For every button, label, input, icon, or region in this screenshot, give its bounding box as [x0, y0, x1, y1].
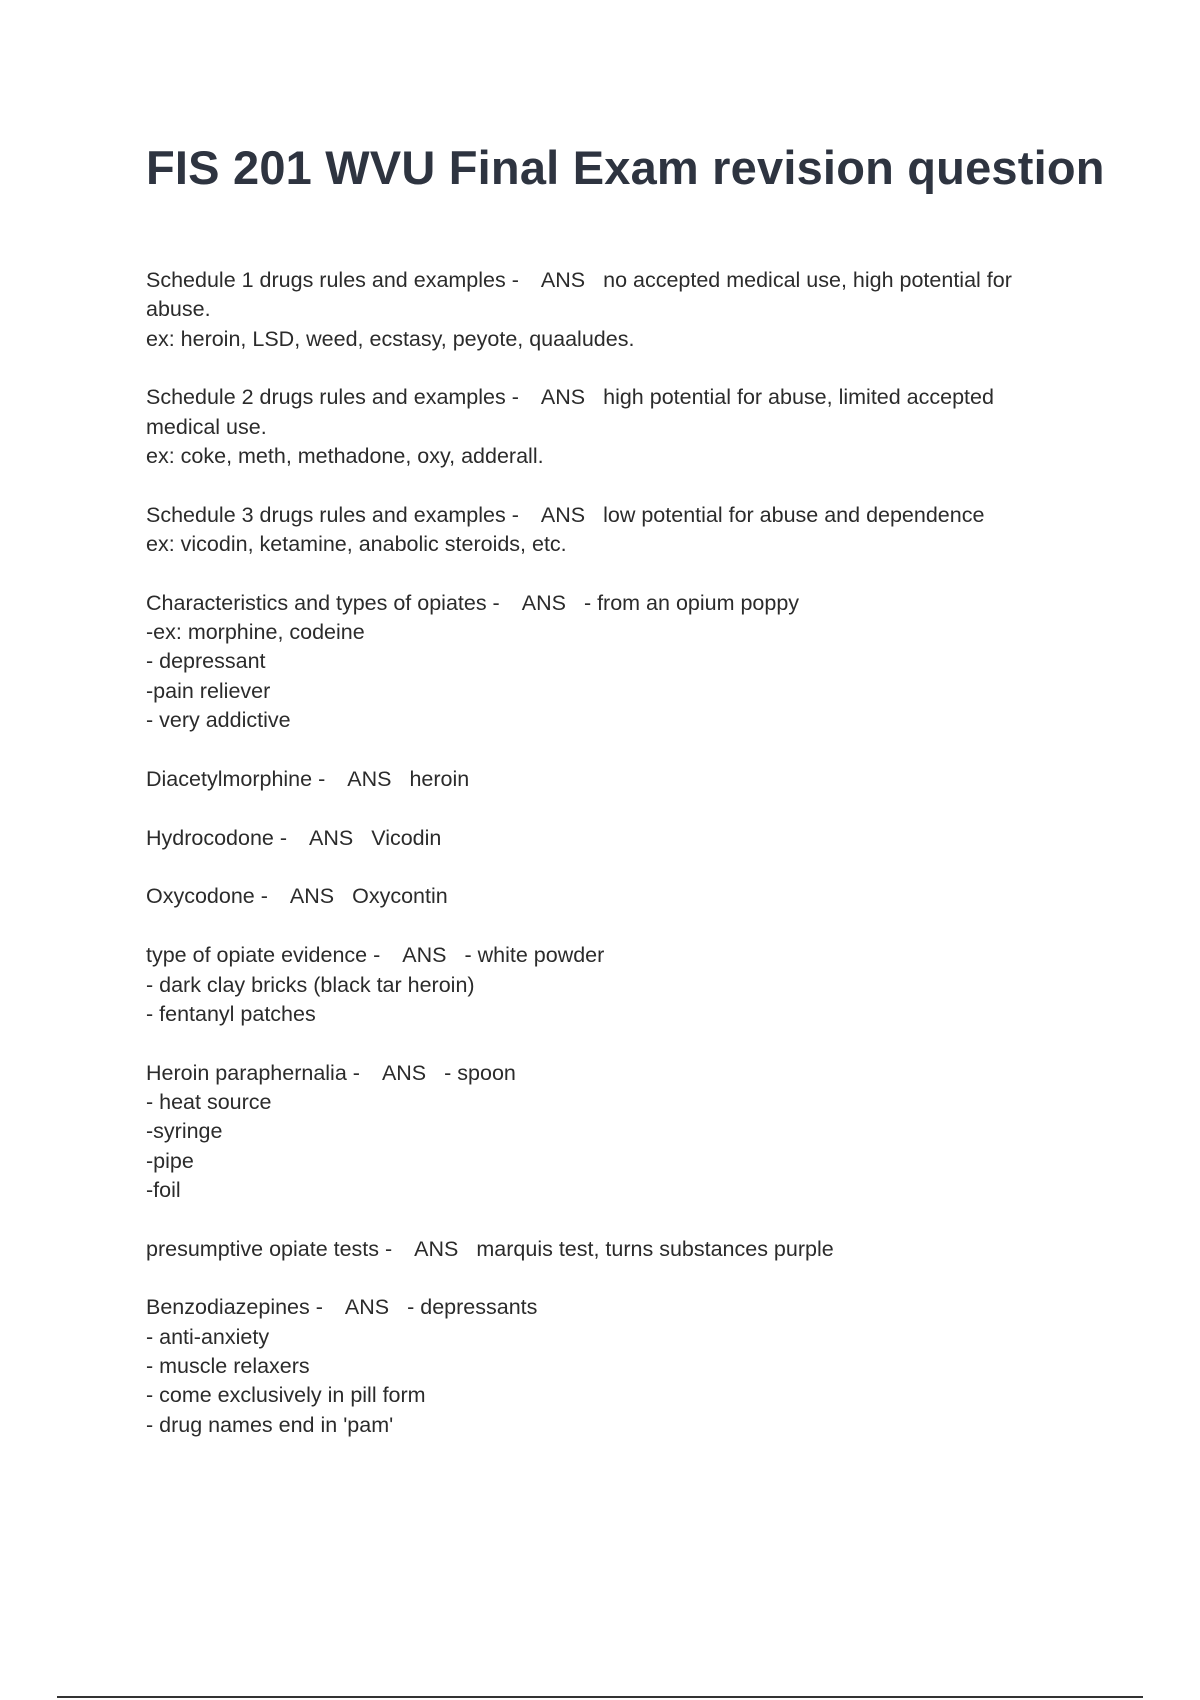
- ans-label: ANS: [289, 884, 335, 909]
- qa-first-line: [146, 824, 1066, 853]
- answer-line: ex: heroin, LSD, weed, ecstasy, peyote, quaaludes.: [146, 326, 635, 351]
- answer-text: Oxycontin: [352, 884, 448, 909]
- answer-text: no accepted medical use, high potential for: [603, 268, 1012, 292]
- answer-text: high potential for abuse, limited accepted: [603, 385, 994, 410]
- qa-item: [146, 1293, 1066, 1439]
- answer-line: - come exclusively in pill form: [146, 1383, 426, 1408]
- ans-label: ANS: [402, 943, 447, 968]
- question-text: Schedule 3 drugs rules and examples -: [146, 502, 519, 527]
- qa-item: [146, 501, 1066, 560]
- answer-text: heroin: [409, 766, 470, 791]
- question-text: Benzodiazepines -: [146, 1295, 323, 1320]
- ans-label: ANS: [309, 825, 354, 850]
- answer-line: - heat source: [146, 1089, 272, 1114]
- ans-label: ANS: [414, 1236, 459, 1261]
- ans-label: ANS: [540, 502, 586, 527]
- qa-first-line: [146, 589, 1066, 618]
- answer-text: - depressants: [407, 1295, 538, 1320]
- qa-list: [146, 266, 1066, 1469]
- answer-line: -pipe: [146, 1148, 194, 1173]
- answer-line: abuse.: [146, 297, 211, 322]
- question-text: Heroin paraphernalia -: [146, 1060, 360, 1085]
- answer-line: - dark clay bricks (black tar heroin): [146, 972, 475, 997]
- question-text: Diacetylmorphine -: [146, 766, 326, 791]
- ans-label: ANS: [540, 268, 586, 292]
- question-text: Hydrocodone -: [146, 825, 288, 850]
- qa-item: [146, 882, 1066, 911]
- document-title: FIS 201 WVU Final Exam revision question: [146, 141, 1105, 194]
- ans-label: ANS: [381, 1060, 427, 1085]
- answer-line: medical use.: [146, 414, 267, 439]
- answer-line: - anti-anxiety: [146, 1324, 270, 1349]
- question-text: Schedule 2 drugs rules and examples -: [146, 385, 519, 410]
- answer-line: -ex: morphine, codeine: [146, 620, 365, 645]
- qa-first-line: [146, 941, 1066, 970]
- qa-item: [146, 589, 1066, 735]
- qa-item: [146, 824, 1066, 853]
- question-text: Oxycodone -: [146, 884, 268, 909]
- qa-item: [146, 941, 1066, 1029]
- question-text: type of opiate evidence -: [146, 943, 381, 968]
- answer-line: - very addictive: [146, 708, 291, 733]
- qa-item: [146, 1235, 1066, 1264]
- ans-label: ANS: [344, 1295, 390, 1320]
- answer-line: - drug names end in 'pam': [146, 1412, 394, 1437]
- qa-item: [146, 266, 1066, 354]
- answer-text: - spoon: [444, 1060, 516, 1085]
- answer-text: marquis test, turns substances purple: [476, 1236, 834, 1261]
- qa-first-line: [146, 266, 1066, 295]
- answer-line: ex: vicodin, ketamine, anabolic steroids, etc.: [146, 532, 567, 557]
- qa-item: [146, 383, 1066, 471]
- qa-item: [146, 1059, 1066, 1205]
- qa-first-line: [146, 1293, 1066, 1322]
- answer-line: -pain reliever: [146, 678, 271, 703]
- qa-first-line: [146, 1059, 1066, 1088]
- question-text: Schedule 1 drugs rules and examples -: [146, 268, 519, 292]
- answer-line: - fentanyl patches: [146, 1001, 316, 1026]
- question-text: presumptive opiate tests -: [146, 1236, 393, 1261]
- answer-line: ex: coke, meth, methadone, oxy, adderall.: [146, 443, 544, 468]
- answer-line: -foil: [146, 1177, 181, 1202]
- qa-first-line: [146, 383, 1066, 412]
- ans-label: ANS: [540, 385, 586, 410]
- footer-divider: [57, 1696, 1143, 1698]
- answer-text: low potential for abuse and dependence: [603, 502, 985, 527]
- qa-first-line: [146, 501, 1066, 530]
- answer-line: - depressant: [146, 649, 266, 674]
- qa-first-line: [146, 1235, 1066, 1264]
- ans-label: ANS: [347, 766, 392, 791]
- answer-text: - from an opium poppy: [583, 590, 800, 615]
- qa-first-line: [146, 765, 1066, 794]
- ans-label: ANS: [521, 590, 566, 615]
- answer-line: - muscle relaxers: [146, 1354, 310, 1379]
- qa-first-line: [146, 882, 1066, 911]
- answer-line: -syringe: [146, 1119, 223, 1144]
- qa-item: [146, 765, 1066, 794]
- question-text: Characteristics and types of opiates -: [146, 590, 500, 615]
- answer-text: Vicodin: [371, 825, 442, 850]
- answer-text: - white powder: [464, 943, 605, 968]
